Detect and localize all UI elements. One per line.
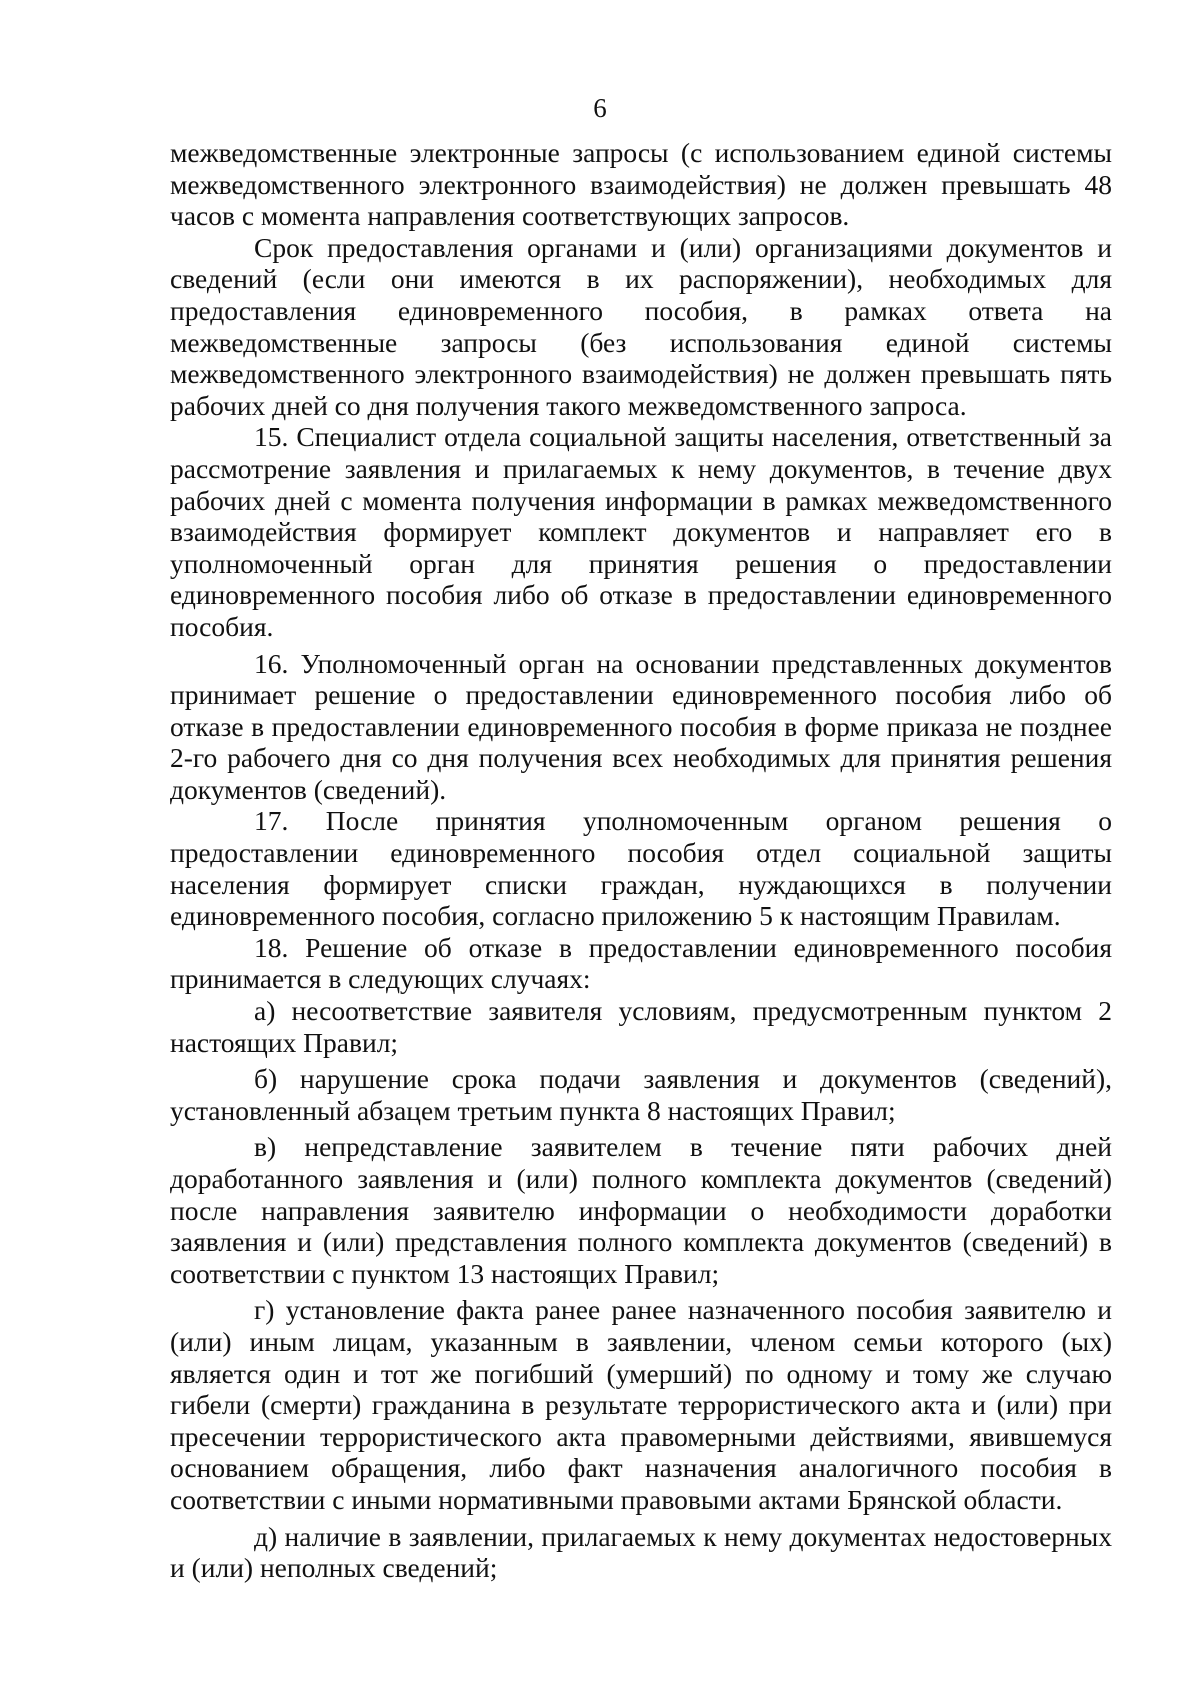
list-item-d: д) наличие в заявлении, прилагаемых к нему документах недостоверных и (или) неполных сведений;: [170, 1520, 1112, 1584]
paragraph-15: 15. Специалист отдела социальной защиты населения, ответственный за рассмотрение заявления и прилагаемых к нему документов, в течение двух рабочих дней с момента получения информации в рамках межведомственного взаимодействия формирует комплект документов и направляет его в уполномоченный орган для принятия решения о предоставлении единовременного пособия либо об отказе в предоставлении единовременного пособия.: [170, 421, 1112, 642]
paragraph-continuation: межведомственные электронные запросы (с использованием единой системы межведомственного электронного взаимодействия) не должен превышать 48 часов с момента направления соответствующих запросов.: [170, 137, 1112, 232]
paragraph-16: 16. Уполномоченный орган на основании представленных документов принимает решение о предоставлении единовременного пособия либо об отказе в предоставлении единовременного пособия в форме приказа не позднее 2-го рабочего дня со дня получения всех необходимых для принятия решения документов (сведений).: [170, 647, 1112, 805]
paragraph-18: 18. Решение об отказе в предоставлении единовременного пособия принимается в следующих случаях:: [170, 931, 1112, 995]
page-number: 6: [593, 93, 607, 123]
list-item-b: б) нарушение срока подачи заявления и документов (сведений), установленный абзацем третьим пункта 8 настоящих Правил;: [170, 1063, 1112, 1126]
list-item-g: г) установление факта ранее ранее назначенного пособия заявителю и (или) иным лицам, указанным в заявлении, членом семьи которого (ых) является один и тот же погибший (умерший) по одному и тому же случаю гибели (смерти) гражданина в результате террористического акта и (или) при пресечении террористического акта правомерными действиями, явившемуся основанием обращения, либо факт назначения аналогичного пособия в соответствии с иными нормативными правовыми актами Брянской области.: [170, 1294, 1112, 1515]
list-item-v: в) непредставление заявителем в течение пяти рабочих дней доработанного заявления и (или) полного комплекта документов (сведений) после направления заявителю информации о необходимости доработки заявления и (или) представления полного комплекта документов (сведений) в соответствии с пунктом 13 настоящих Правил;: [170, 1131, 1112, 1289]
paragraph-17: 17. После принятия уполномоченным органом решения о предоставлении единовременного пособия отдел социальной защиты населения формирует списки граждан, нуждающихся в получении единовременного пособия, согласно приложению 5 к настоящим Правилам.: [170, 805, 1112, 932]
list-item-a: а) несоответствие заявителя условиям, предусмотренным пунктом 2 настоящих Правил;: [170, 995, 1112, 1058]
document-body: [170, 137, 1112, 1584]
paragraph-deadline: Срок предоставления органами и (или) организациями документов и сведений (если они имеются в их распоряжении), необходимых для предоставления единовременного пособия, в рамках ответа на межведомственные запросы (без использования единой системы межведомственного электронного взаимодействия) не должен превышать пять рабочих дней со дня получения такого межведомственного запроса.: [170, 231, 1112, 421]
